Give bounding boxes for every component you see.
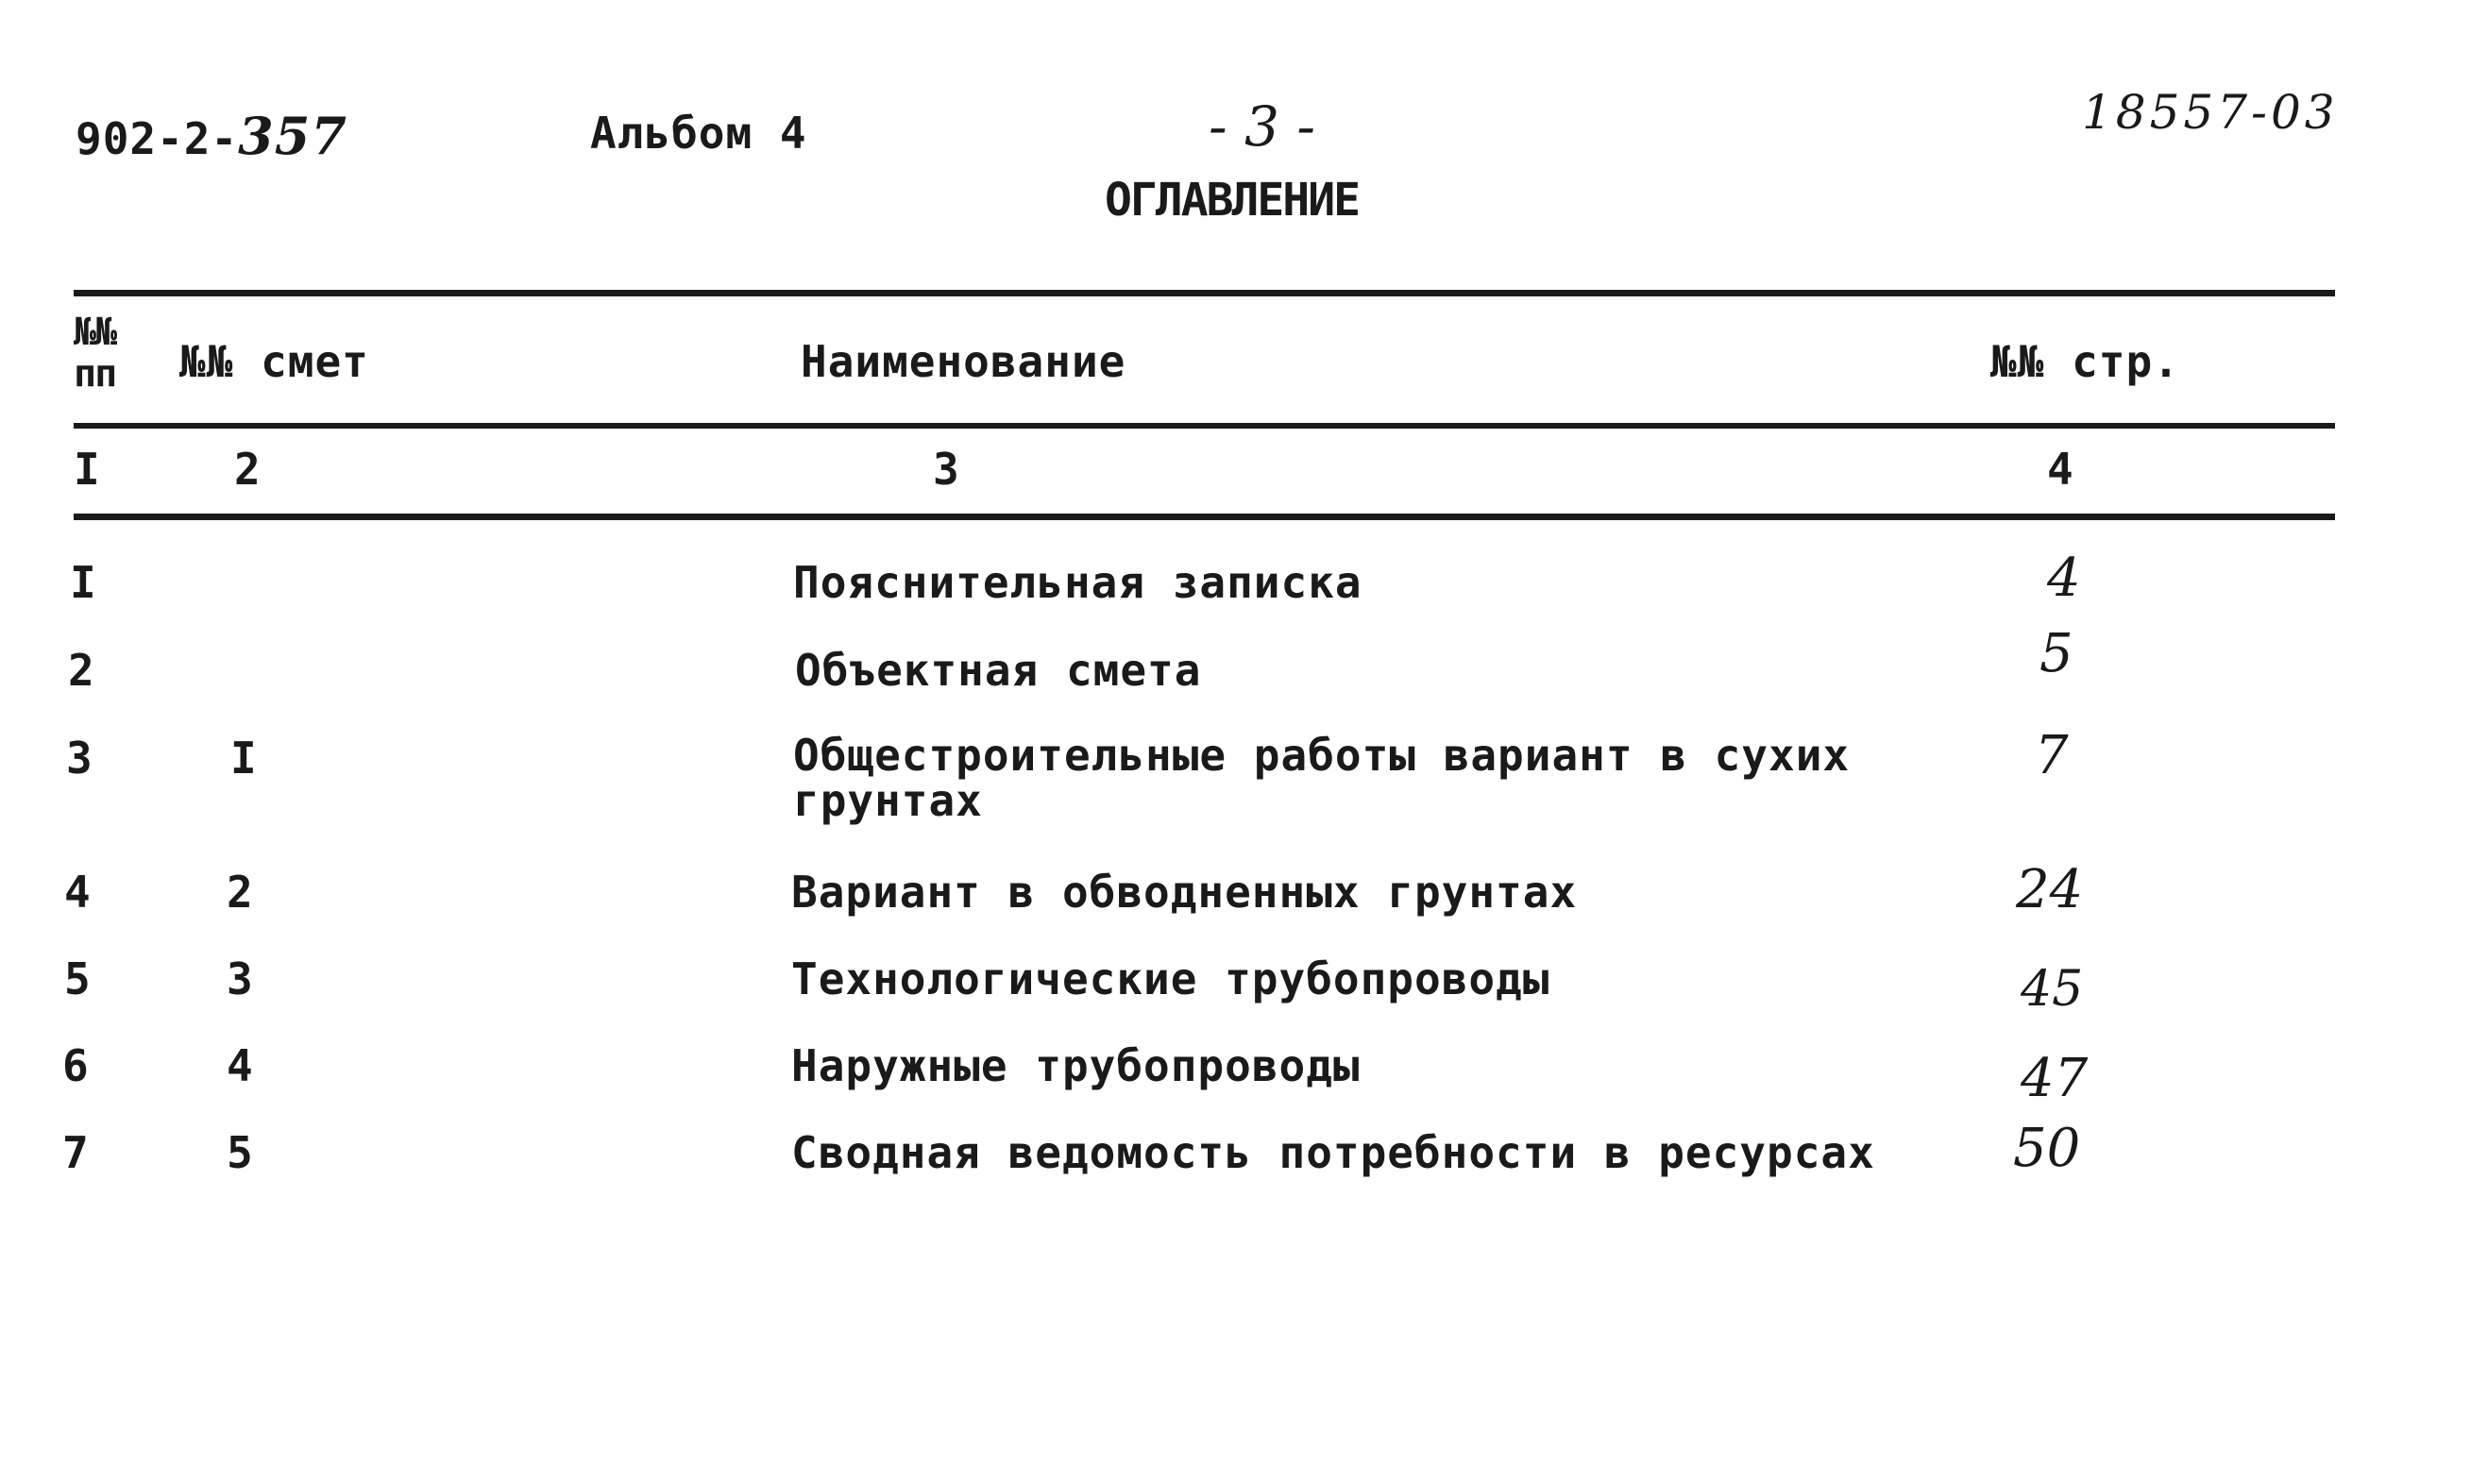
row-name: Наружные трубопроводы [791, 1040, 1361, 1091]
row-page: 45 [2021, 961, 2084, 1018]
page-title: ОГЛАВЛЕНИЕ [1105, 174, 1359, 227]
row-page: 50 [2013, 1118, 2081, 1179]
row-num: 7 [62, 1127, 90, 1178]
row-num: 2 [68, 645, 95, 696]
column-number-3: 3 [933, 444, 960, 495]
page-number: - 3 - [1209, 94, 1315, 159]
column-number-2: 2 [234, 444, 262, 495]
row-smeta: 2 [227, 867, 254, 918]
row-page: 4 [2047, 548, 2081, 609]
row-smeta: I [230, 733, 258, 784]
row-num: 4 [64, 867, 92, 918]
header-bottom-rule [74, 423, 2335, 429]
row-num: I [70, 557, 97, 608]
row-name: Общестроительные работы вариант в сухих грунтах [793, 730, 1851, 826]
row-name: Пояснительная записка [793, 557, 1362, 608]
row-page: 47 [2021, 1048, 2089, 1109]
row-num: 3 [66, 733, 93, 784]
row-page: 7 [2035, 725, 2069, 786]
document-number-typed: 902-2- [76, 113, 239, 164]
column-header-num: №№ пп [74, 311, 116, 396]
row-smeta: 4 [227, 1040, 254, 1091]
row-page: 5 [2039, 623, 2073, 684]
row-num: 6 [62, 1040, 90, 1091]
row-name: Объектная смета [795, 645, 1202, 696]
column-number-1: I [74, 444, 101, 495]
column-header-smeta: №№ смет [179, 336, 369, 387]
row-name: Сводная ведомость потребности в ресурсах [791, 1127, 1875, 1178]
registration-number: 18557-03 [2082, 85, 2339, 140]
row-smeta: 5 [227, 1127, 254, 1178]
album-label: Альбом 4 [590, 108, 807, 159]
document-number-handwritten: 357 [238, 106, 347, 166]
column-number-4: 4 [2047, 444, 2074, 495]
row-name: Технологические трубопроводы [791, 953, 1550, 1004]
row-num: 5 [64, 953, 92, 1004]
row-smeta: 3 [227, 953, 254, 1004]
column-numbers-rule [74, 514, 2335, 520]
row-page: 24 [2016, 859, 2084, 920]
column-header-name: Наименование [801, 336, 1126, 387]
row-name: Вариант в обводненных грунтах [791, 867, 1578, 918]
document-number [76, 106, 347, 166]
table-top-rule [74, 290, 2335, 296]
column-header-page: №№ стр. [1990, 336, 2180, 387]
